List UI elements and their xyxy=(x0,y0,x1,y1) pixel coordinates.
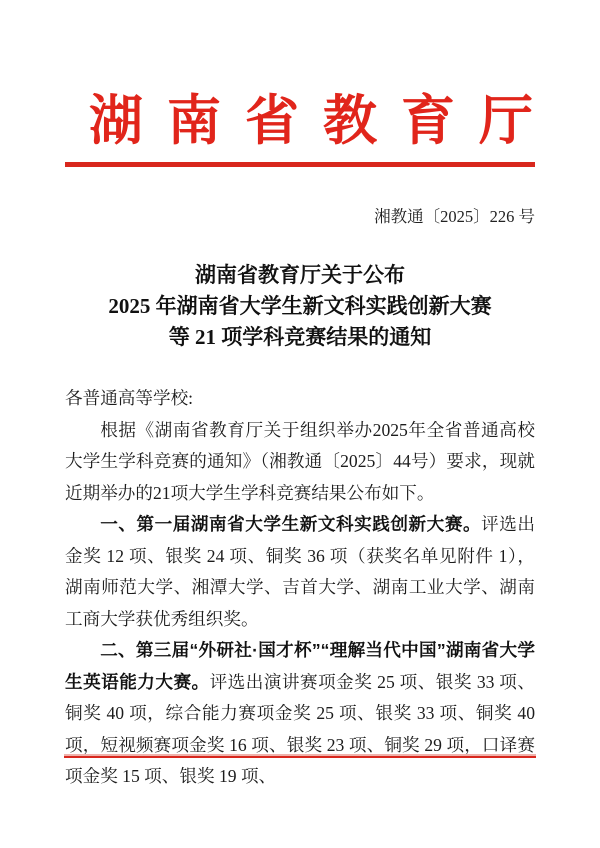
doc-title xyxy=(65,260,535,353)
page-bottom-rule xyxy=(64,754,536,758)
letterhead-double-rule xyxy=(65,162,535,167)
paragraph-item-2-text: 评选出演讲赛项金奖 25 项、银奖 33 项、铜奖 40 项，综合能力赛项金奖 25 项、银奖 33 项、铜奖 40 项，短视频赛项金奖 16 项、银奖 23 项、铜奖 29 项，口译赛项金奖 15 项、银奖 19 项、 xyxy=(65,671,535,786)
doc-title-line-3: 等 21 项学科竞赛结果的通知 xyxy=(168,325,432,349)
salutation: 各普通高等学校: xyxy=(65,388,194,408)
doc-title-line-2: 2025 年湖南省大学生新文科实践创新大赛 xyxy=(108,294,492,318)
paragraph-item-1-text: 评选出金奖 12 项、银奖 24 项、铜奖 36 项（获奖名单见附件 1），湖南师范大学、湘潭大学、吉首大学、湖南工业大学、湖南工商大学获优秀组织奖。 xyxy=(65,514,535,629)
paragraph-item-2-heading: 二、第三届“外研社·国才杯”“理解当代中国”湖南省大学生英语能力大赛。 xyxy=(65,640,535,692)
paragraph-item-2 xyxy=(65,635,535,793)
paragraph-item-1-heading: 一、第一届湖南省大学生新文科实践创新大赛。 xyxy=(100,514,482,534)
document-content xyxy=(65,84,557,793)
doc-title-line-1: 湖南省教育厅关于公布 xyxy=(195,263,405,287)
letterhead-org-name: 湖南省教育厅 xyxy=(89,91,557,151)
paragraph-intro: 根据《湖南省教育厅关于组织举办2025年全省普通高校大学生学科竞赛的通知》（湘教通〔2025〕44号）要求，现就近期举办的21项大学生学科竞赛结果公布如下。 xyxy=(65,419,535,503)
doc-body xyxy=(65,383,535,793)
paragraph-item-1 xyxy=(65,509,535,635)
doc-number: 湘教通〔2025〕226 号 xyxy=(374,207,535,226)
